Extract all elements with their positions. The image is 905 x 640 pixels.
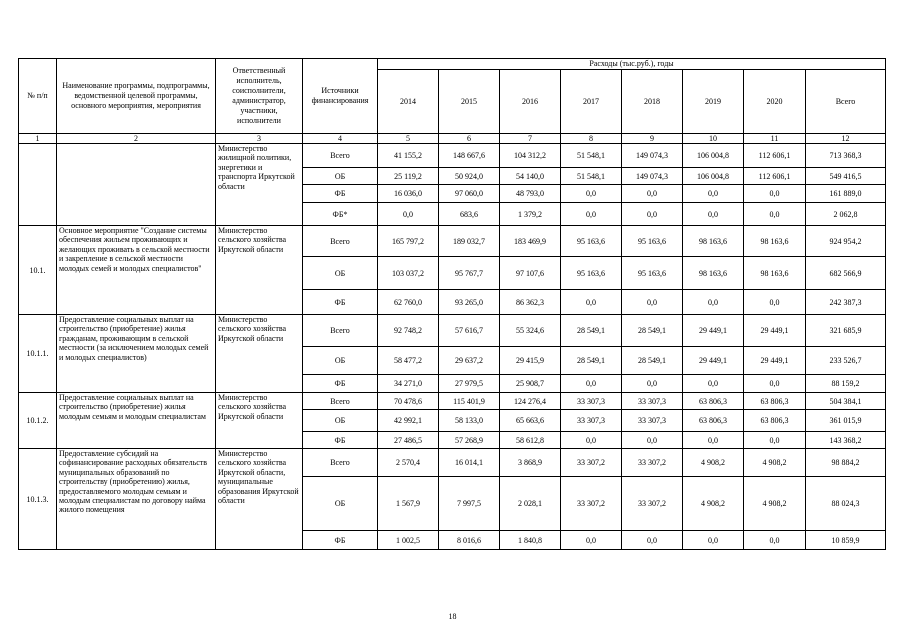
year-value: 0,0	[744, 432, 806, 449]
item-number	[19, 144, 57, 226]
year-value: 97 107,6	[500, 257, 561, 290]
year-value: 106 004,8	[683, 144, 744, 168]
year-header: 2018	[622, 70, 683, 134]
year-value: 149 074,3	[622, 144, 683, 168]
year-value: 0,0	[683, 290, 744, 315]
item-name: Предоставление социальных выплат на строительство (приобретение) жилья гражданам, проживающим в сельской местности (за исключением молодых семей и молодых специалистов)	[57, 315, 216, 393]
year-value: 0,0	[744, 531, 806, 550]
year-value: 1 567,9	[378, 477, 439, 531]
funding-source: Всего	[303, 393, 378, 410]
year-value: 183 469,9	[500, 226, 561, 257]
year-value: 63 806,3	[744, 393, 806, 410]
total-value: 242 387,3	[806, 290, 886, 315]
year-value: 63 806,3	[683, 410, 744, 432]
year-value: 63 806,3	[683, 393, 744, 410]
year-value: 28 549,1	[561, 347, 622, 375]
year-value: 7 997,5	[439, 477, 500, 531]
year-value: 0,0	[683, 375, 744, 393]
total-value: 549 416,5	[806, 168, 886, 185]
funding-source: ФБ	[303, 185, 378, 203]
year-value: 0,0	[683, 185, 744, 203]
funding-source: ОБ	[303, 347, 378, 375]
item-number: 10.1.2.	[19, 393, 57, 449]
year-value: 28 549,1	[561, 315, 622, 347]
year-value: 27 486,5	[378, 432, 439, 449]
column-index-cell: 2	[57, 134, 216, 144]
year-value: 104 312,2	[500, 144, 561, 168]
year-value: 112 606,1	[744, 144, 806, 168]
year-value: 16 014,1	[439, 449, 500, 477]
year-value: 28 549,1	[622, 347, 683, 375]
item-executor: Министерство жилищной политики, энергетики и транспорта Иркутской области	[216, 144, 303, 226]
year-value: 4 908,2	[683, 449, 744, 477]
column-index-cell: 4	[303, 134, 378, 144]
year-value: 0,0	[561, 432, 622, 449]
column-index-cell: 11	[744, 134, 806, 144]
year-value: 29 449,1	[683, 315, 744, 347]
year-value: 27 979,5	[439, 375, 500, 393]
funding-source: ФБ	[303, 531, 378, 550]
total-header: Всего	[806, 70, 886, 134]
year-value: 58 612,8	[500, 432, 561, 449]
item-name	[57, 144, 216, 226]
column-index-cell: 3	[216, 134, 303, 144]
table-row	[19, 315, 886, 347]
year-value: 683,6	[439, 203, 500, 226]
year-value: 98 163,6	[683, 226, 744, 257]
year-value: 0,0	[683, 203, 744, 226]
funding-source: ОБ	[303, 477, 378, 531]
year-value: 33 307,3	[622, 393, 683, 410]
year-value: 4 908,2	[744, 449, 806, 477]
year-value: 92 748,2	[378, 315, 439, 347]
year-value: 2 570,4	[378, 449, 439, 477]
col-header-exec: Ответственный исполнитель, соисполнители, администратор, участники, исполнители	[216, 59, 303, 134]
year-value: 0,0	[561, 203, 622, 226]
year-value: 98 163,6	[744, 257, 806, 290]
total-value: 2 062,8	[806, 203, 886, 226]
item-number: 10.1.1.	[19, 315, 57, 393]
funding-source: Всего	[303, 449, 378, 477]
year-value: 58 133,0	[439, 410, 500, 432]
year-value: 34 271,0	[378, 375, 439, 393]
item-number: 10.1.3.	[19, 449, 57, 550]
column-index-cell: 7	[500, 134, 561, 144]
year-value: 0,0	[561, 375, 622, 393]
year-value: 33 307,2	[622, 449, 683, 477]
year-value: 103 037,2	[378, 257, 439, 290]
column-index-cell: 12	[806, 134, 886, 144]
year-value: 33 307,2	[561, 477, 622, 531]
column-index-cell: 9	[622, 134, 683, 144]
year-value: 97 060,0	[439, 185, 500, 203]
year-value: 29 637,2	[439, 347, 500, 375]
column-index-cell: 5	[378, 134, 439, 144]
year-value: 98 163,6	[683, 257, 744, 290]
year-value: 33 307,3	[622, 410, 683, 432]
year-value: 2 028,1	[500, 477, 561, 531]
year-value: 33 307,2	[561, 449, 622, 477]
table-row	[19, 144, 886, 168]
year-value: 55 324,6	[500, 315, 561, 347]
year-value: 70 478,6	[378, 393, 439, 410]
year-value: 51 548,1	[561, 168, 622, 185]
year-value: 106 004,8	[683, 168, 744, 185]
year-value: 1 002,5	[378, 531, 439, 550]
funding-source: Всего	[303, 315, 378, 347]
funding-source: ФБ	[303, 290, 378, 315]
total-value: 88 159,2	[806, 375, 886, 393]
item-executor: Министерство сельского хозяйства Иркутской области	[216, 393, 303, 449]
year-value: 1 840,8	[500, 531, 561, 550]
item-number: 10.1.	[19, 226, 57, 315]
year-value: 25 908,7	[500, 375, 561, 393]
year-value: 112 606,1	[744, 168, 806, 185]
total-value: 924 954,2	[806, 226, 886, 257]
year-value: 115 401,9	[439, 393, 500, 410]
year-value: 54 140,0	[500, 168, 561, 185]
year-value: 29 449,1	[744, 347, 806, 375]
year-value: 0,0	[622, 185, 683, 203]
item-executor: Министерство сельского хозяйства Иркутской области, муниципальные образования Иркутской области	[216, 449, 303, 550]
funding-source: ОБ	[303, 257, 378, 290]
total-value: 161 889,0	[806, 185, 886, 203]
year-value: 148 667,6	[439, 144, 500, 168]
year-value: 33 307,2	[622, 477, 683, 531]
year-value: 29 415,9	[500, 347, 561, 375]
funding-source: ФБ*	[303, 203, 378, 226]
total-value: 233 526,7	[806, 347, 886, 375]
item-executor: Министерство сельского хозяйства Иркутской области	[216, 315, 303, 393]
year-header: 2015	[439, 70, 500, 134]
column-index-cell: 10	[683, 134, 744, 144]
col-header-source: Источники финансирования	[303, 59, 378, 134]
table-row	[19, 393, 886, 410]
year-value: 0,0	[561, 531, 622, 550]
year-value: 51 548,1	[561, 144, 622, 168]
total-value: 682 566,9	[806, 257, 886, 290]
year-value: 4 908,2	[744, 477, 806, 531]
item-name: Основное мероприятие "Создание системы обеспечения жильем проживающих и желающих проживать в сельской местности и закрепление в сельской местности молодых семей и молодых специалистов"	[57, 226, 216, 315]
year-value: 95 163,6	[561, 257, 622, 290]
funding-source: ОБ	[303, 410, 378, 432]
year-value: 3 868,9	[500, 449, 561, 477]
total-value: 98 884,2	[806, 449, 886, 477]
year-value: 48 793,0	[500, 185, 561, 203]
year-value: 42 992,1	[378, 410, 439, 432]
year-value: 8 016,6	[439, 531, 500, 550]
year-value: 0,0	[561, 290, 622, 315]
year-header: 2019	[683, 70, 744, 134]
column-index-cell: 6	[439, 134, 500, 144]
year-value: 0,0	[622, 290, 683, 315]
year-value: 62 760,0	[378, 290, 439, 315]
budget-table	[18, 58, 886, 550]
year-value: 33 307,3	[561, 393, 622, 410]
funding-source: ФБ	[303, 375, 378, 393]
year-value: 25 119,2	[378, 168, 439, 185]
column-index-cell: 8	[561, 134, 622, 144]
funding-source: ФБ	[303, 432, 378, 449]
year-value: 0,0	[622, 203, 683, 226]
year-value: 28 549,1	[622, 315, 683, 347]
col-header-num: № п/п	[19, 59, 57, 134]
year-value: 0,0	[622, 531, 683, 550]
year-value: 16 036,0	[378, 185, 439, 203]
column-index-cell: 1	[19, 134, 57, 144]
total-value: 713 368,3	[806, 144, 886, 168]
year-value: 189 032,7	[439, 226, 500, 257]
table-row	[19, 449, 886, 477]
table-row	[19, 226, 886, 257]
page-number: 18	[448, 612, 457, 621]
year-value: 0,0	[683, 432, 744, 449]
year-value: 65 663,6	[500, 410, 561, 432]
year-value: 93 265,0	[439, 290, 500, 315]
total-value: 361 015,9	[806, 410, 886, 432]
year-value: 95 163,6	[561, 226, 622, 257]
year-value: 95 767,7	[439, 257, 500, 290]
col-header-expenses: Расходы (тыс.руб.), годы	[378, 59, 886, 70]
year-value: 124 276,4	[500, 393, 561, 410]
year-value: 4 908,2	[683, 477, 744, 531]
year-value: 1 379,2	[500, 203, 561, 226]
year-value: 57 616,7	[439, 315, 500, 347]
year-header: 2014	[378, 70, 439, 134]
total-value: 504 384,1	[806, 393, 886, 410]
year-value: 63 806,3	[744, 410, 806, 432]
year-value: 98 163,6	[744, 226, 806, 257]
year-value: 0,0	[622, 432, 683, 449]
year-value: 165 797,2	[378, 226, 439, 257]
year-value: 0,0	[683, 531, 744, 550]
year-value: 29 449,1	[683, 347, 744, 375]
total-value: 88 024,3	[806, 477, 886, 531]
year-value: 0,0	[744, 203, 806, 226]
year-value: 41 155,2	[378, 144, 439, 168]
year-value: 58 477,2	[378, 347, 439, 375]
year-value: 0,0	[561, 185, 622, 203]
year-value: 50 924,0	[439, 168, 500, 185]
total-value: 143 368,2	[806, 432, 886, 449]
funding-source: ОБ	[303, 168, 378, 185]
year-value: 33 307,3	[561, 410, 622, 432]
item-name: Предоставление субсидий на софинансирование расходных обязательств муниципальных образований по строительству (приобретению) жилья, предоставляемого молодым семьям и молодым специалистам по договору найма жилого помещения	[57, 449, 216, 550]
col-header-name: Наименование программы, подпрограммы, ведомственной целевой программы, основного мероприятия, мероприятия	[57, 59, 216, 134]
year-value: 149 074,3	[622, 168, 683, 185]
year-value: 0,0	[744, 290, 806, 315]
year-value: 57 268,9	[439, 432, 500, 449]
year-header: 2020	[744, 70, 806, 134]
year-header: 2016	[500, 70, 561, 134]
year-value: 29 449,1	[744, 315, 806, 347]
year-value: 95 163,6	[622, 257, 683, 290]
year-value: 0,0	[744, 375, 806, 393]
year-value: 0,0	[378, 203, 439, 226]
funding-source: Всего	[303, 226, 378, 257]
total-value: 321 685,9	[806, 315, 886, 347]
year-value: 0,0	[744, 185, 806, 203]
item-executor: Министерство сельского хозяйства Иркутской области	[216, 226, 303, 315]
total-value: 10 859,9	[806, 531, 886, 550]
item-name: Предоставление социальных выплат на строительство (приобретение) жилья молодым семьям и молодым специалистам	[57, 393, 216, 449]
year-value: 95 163,6	[622, 226, 683, 257]
year-header: 2017	[561, 70, 622, 134]
funding-source: Всего	[303, 144, 378, 168]
year-value: 86 362,3	[500, 290, 561, 315]
year-value: 0,0	[622, 375, 683, 393]
